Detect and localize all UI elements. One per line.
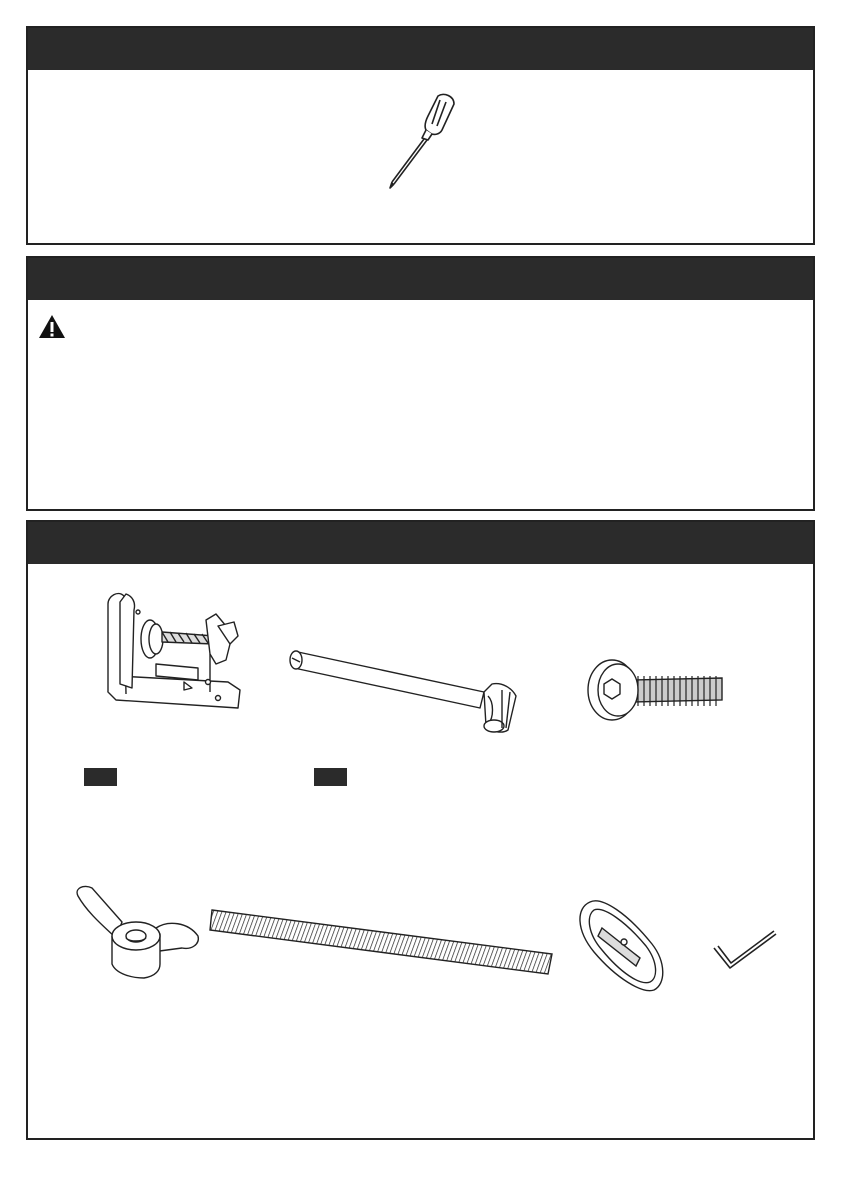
threaded-rod-icon	[208, 902, 558, 982]
hex-socket-bolt-icon	[584, 658, 734, 728]
wing-nut-icon	[72, 882, 202, 992]
tools-header	[28, 28, 813, 70]
warnings-section	[26, 256, 815, 511]
screwdriver-icon	[382, 90, 462, 190]
part-tag-b	[314, 768, 347, 786]
parts-section	[26, 520, 815, 1140]
oval-washer-icon	[566, 894, 676, 994]
tools-section	[26, 26, 815, 245]
parts-header	[28, 522, 813, 564]
clamp-bracket-icon	[98, 584, 248, 714]
pole-tube-icon	[288, 642, 528, 742]
warnings-header	[28, 258, 813, 300]
warning-triangle-icon	[38, 314, 66, 340]
allen-key-icon	[710, 930, 780, 980]
part-tag-a	[84, 768, 117, 786]
